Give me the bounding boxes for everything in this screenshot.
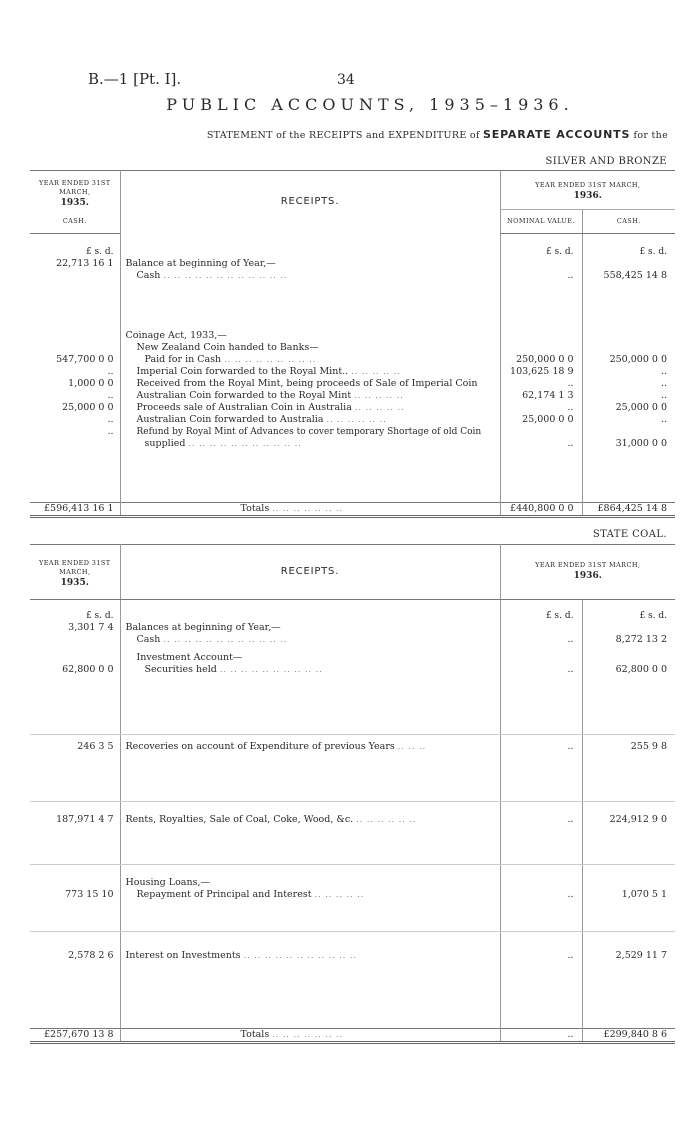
table-row: 246 3 5 Recoveries on account of Expenditure of previous Years .. .. .. .. 255 9 8 <box>30 735 675 754</box>
silver-header-row <box>30 171 675 210</box>
coal-unit-mid: £ s. d. <box>500 600 582 623</box>
table-row: 25,000 0 0 Proceeds sale of Australian Coin in Australia .. .. .. .. .. .. 25,000 0 0 <box>30 402 675 414</box>
table-row: 2,578 2 6 Interest on Investments .. .. .. .. .. .. .. .. .. .. .. .. 2,529 11 7 <box>30 932 675 963</box>
silver-total-nominal: £440,800 0 0 <box>500 503 582 517</box>
coal-unit-prev: £ s. d. <box>85 611 114 621</box>
table-row: .. Refund by Royal Mint of Advances to cover temporary Shortage of old Coin <box>30 426 675 438</box>
table-row: supplied .. .. .. .. .. .. .. .. .. .. .. .. 31,000 0 0 <box>30 438 675 450</box>
coal-unit-row <box>30 600 675 623</box>
table-row: 773 15 10 Repayment of Principal and Interest .. .. .. .. .. .. 1,070 5 1 <box>30 889 675 901</box>
unit-cash: £ s. d. <box>582 234 675 259</box>
spacer-row <box>30 676 675 735</box>
silver-hdr-cur-year: 1936. <box>573 191 602 201</box>
silver-hdr-prev-year: 1935. <box>60 198 89 208</box>
table-row: 1,000 0 0 Received from the Royal Mint, being proceeds of Sale of Imperial Coin .. .. <box>30 378 675 390</box>
table-row: Cash .. .. .. .. .. .. .. .. .. .. .. .. .. 558,425 14 8 <box>30 270 675 282</box>
statement-heading <box>40 128 668 141</box>
page-number: 34 <box>337 72 355 88</box>
spacer-row <box>30 901 675 932</box>
coal-hdr-receipts: RECEIPTS. <box>280 566 340 577</box>
coal-totals-row: £257,670 13 8 Totals .. .. .. .. .. .. .. .. £299,840 8 6 <box>30 1029 675 1043</box>
silver-hdr-nominal: NOMINAL VALUE. <box>507 216 575 225</box>
table-row: .. Imperial Coin forwarded to the Royal Mint.. .. .. .. .. .. 103,625 18 9 .. <box>30 366 675 378</box>
unit-nominal: £ s. d. <box>500 234 582 259</box>
table-row: Coinage Act, 1933,— <box>30 330 675 342</box>
coal-section-title: STATE COAL. <box>592 529 667 540</box>
silver-totals-row: £596,413 16 1 Totals .. .. .. .. .. .. .. £440,800 0 0 £864,425 14 8 <box>30 503 675 517</box>
silver-hdr-cur-small: YEAR ENDED 31ST MARCH, <box>535 181 641 189</box>
table-row: 22,713 16 1 Balance at beginning of Year,— <box>30 258 675 270</box>
silver-totals-label: Totals <box>240 503 270 514</box>
coal-hdr-prev-small: YEAR ENDED 31ST MARCH, <box>39 559 111 576</box>
spacer-row <box>30 826 675 865</box>
silver-receipts-table <box>30 170 675 518</box>
silver-unit-row <box>30 234 675 259</box>
spacer-row <box>30 450 675 503</box>
table-row: Cash .. .. .. .. .. .. .. .. .. .. .. .. .. 8,272 13 2 <box>30 634 675 646</box>
coal-hdr-cur-small: YEAR ENDED 31ST MARCH, <box>535 561 641 569</box>
table-row: .. Australian Coin forwarded to Australia .. .. .. .. .. .. 25,000 0 0 .. <box>30 414 675 426</box>
coal-header-row <box>30 545 675 600</box>
coal-receipts-table <box>30 544 675 1044</box>
spacer-row <box>30 282 675 330</box>
table-row: 187,971 4 7 Rents, Royalties, Sale of Coal, Coke, Wood, &c. .. .. .. .. .. .. .. 224,912 9 0 <box>30 802 675 827</box>
statement-bold: SEPARATE ACCOUNTS <box>483 128 631 141</box>
page-title: PUBLIC ACCOUNTS, 1935–1936. <box>166 95 574 114</box>
coal-hdr-prev-year: 1935. <box>60 578 89 588</box>
spacer-row <box>30 962 675 1029</box>
silver-hdr-receipts: RECEIPTS. <box>280 196 340 208</box>
coal-totals-label: Totals <box>240 1029 270 1040</box>
silver-hdr-prev-cash: CASH. <box>62 216 87 225</box>
spacer-row <box>30 753 675 802</box>
table-row: .. Australian Coin forwarded to the Royal Mint .. .. .. .. .. 62,174 1 3 .. <box>30 390 675 402</box>
silver-hdr-cash: CASH. <box>616 216 641 225</box>
statement-suffix: for the <box>633 130 668 141</box>
table-row: 3,301 7 4 Balances at beginning of Year,— <box>30 622 675 634</box>
coal-hdr-cur-year: 1936. <box>573 571 602 581</box>
silver-hdr-prev-small: YEAR ENDED 31ST MARCH, <box>39 179 111 196</box>
table-row: 62,800 0 0 Securities held .. .. .. .. .. .. .. .. .. .. .. 62,800 0 0 <box>30 664 675 676</box>
silver-total-prev: £596,413 16 1 <box>30 503 120 517</box>
table-row: 547,700 0 0 Paid for in Cash .. .. .. .. .. .. .. .. .. 250,000 0 0 250,000 0 0 <box>30 354 675 366</box>
table-row: Housing Loans,— <box>30 865 675 890</box>
coal-total-prev: £257,670 13 8 <box>30 1029 120 1043</box>
statement-prefix: STATEMENT of the RECEIPTS and EXPENDITURE of <box>206 130 480 141</box>
page-reference: B.—1 [Pt. I]. <box>88 70 182 88</box>
coal-total-mid: .. <box>500 1029 582 1043</box>
silver-total-cash: £864,425 14 8 <box>582 503 675 517</box>
table-row: New Zealand Coin handed to Banks— <box>30 342 675 354</box>
table-row: Investment Account— <box>30 646 675 664</box>
coal-total-cash: £299,840 8 6 <box>582 1029 675 1043</box>
silver-section-title: SILVER AND BRONZE <box>545 156 667 167</box>
unit-prev: £ s. d. <box>85 247 114 257</box>
coal-unit-cash: £ s. d. <box>582 600 675 623</box>
